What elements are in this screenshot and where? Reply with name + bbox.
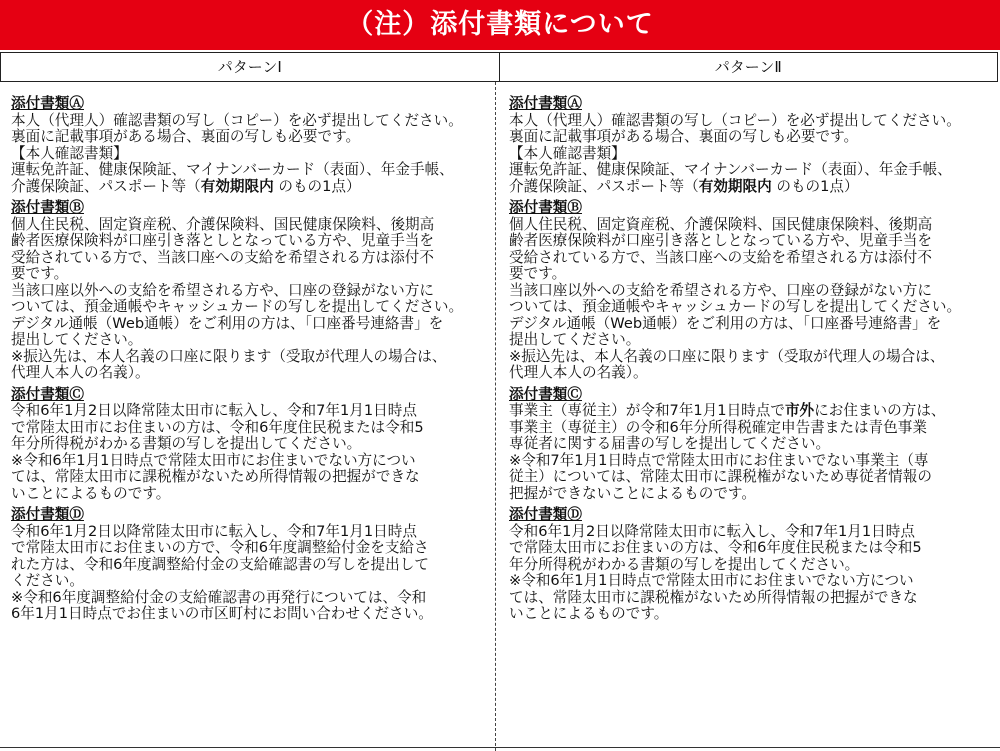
text-line: ては、常陸太田市に課税権がないため所得情報の把握ができな [11, 468, 420, 485]
emphasis-text: 有効期限内 [698, 177, 772, 195]
section-title: 添付書類Ⓓ [11, 506, 84, 523]
text-line: 要です。 [509, 265, 567, 282]
emphasis-text: 有効期限内 [200, 177, 274, 195]
text-line: 代理人本人の名義）。 [509, 364, 648, 381]
text-line: 介護保険証、パスポート等（有効期限内 のもの1点） [11, 177, 361, 195]
text-line: 運転免許証、健康保険証、マイナンバーカード（表面）、年金手帳、 [509, 161, 952, 178]
pattern-2-header: パターンⅡ [714, 58, 782, 76]
page-title: （注）添付書類について [0, 0, 1000, 50]
text-line: で常陸太田市にお住まいの方で、令和6年度調整給付金を支給さ [11, 539, 429, 556]
section-title: 添付書類Ⓐ [11, 95, 84, 112]
text-line: ※令和6年1月1日時点で常陸太田市にお住まいでない方につい [509, 572, 914, 589]
attachment-a-section [11, 96, 486, 195]
text-line: 提出してください。 [509, 331, 641, 348]
text-line: ください。 [11, 572, 84, 589]
text-line: 従主）については、常陸太田市に課税権がないため専従者情報の [509, 468, 932, 485]
text-line: 受給されている方で、当該口座への支給を希望される方は添付不 [509, 248, 932, 266]
section-title: 添付書類Ⓐ [509, 95, 582, 112]
text-line: 裏面に記載事項がある場合、裏面の写しも必要です。 [11, 128, 361, 145]
text-line: ※振込先は、本人名義の口座に限ります（受取が代理人の場合は、 [11, 347, 447, 365]
attachment-c-section [509, 387, 987, 503]
pattern-1-header: パターンⅠ [1, 53, 500, 81]
text-line: 6年1月1日時点でお住まいの市区町村にお問い合わせください。 [11, 605, 433, 622]
text-line: ※振込先は、本人名義の口座に限ります（受取が代理人の場合は、 [509, 347, 945, 365]
text-line: 提出してください。 [11, 331, 143, 348]
text-line: 裏面に記載事項がある場合、裏面の写しも必要です。 [509, 128, 859, 145]
text-line: いことによるものです。 [11, 484, 171, 502]
pattern-1-column [11, 96, 486, 628]
attachment-d-section [509, 507, 987, 623]
section-title: 添付書類Ⓒ [509, 385, 582, 403]
text-line: いことによるものです。 [509, 605, 669, 622]
text-line: れた方は、令和6年度調整給付金の支給確認書の写しを提出して [11, 555, 429, 573]
text-line: 運転免許証、健康保険証、マイナンバーカード（表面）、年金手帳、 [11, 161, 454, 178]
text-line: 令和6年1月2日以降常陸太田市に転入し、令和7年1月1日時点 [11, 402, 417, 419]
text-line: 年分所得税がわかる書類の写しを提出してください。 [509, 555, 860, 573]
text-line: 令和6年1月2日以降常陸太田市に転入し、令和7年1月1日時点 [509, 522, 915, 540]
attachment-d-section [11, 507, 486, 623]
text-line: 事業主（専従主）の令和6年分所得税確定申告書または青色事業 [509, 418, 927, 436]
section-title: 添付書類Ⓑ [509, 199, 582, 216]
attachment-b-section [509, 200, 987, 382]
attachment-c-section [11, 387, 486, 503]
text-line: 【本人確認書類】 [509, 144, 626, 162]
section-title: 添付書類Ⓓ [509, 506, 582, 523]
text-line: 介護保険証、パスポート等（有効期限内 のもの1点） [509, 177, 859, 195]
text-line: ※令和6年度調整給付金の支給確認書の再発行については、令和 [11, 588, 427, 606]
text-line: 齢者医療保険料が口座引き落としとなっている方や、児童手当を [509, 232, 932, 249]
text-line: ※令和6年1月1日時点で常陸太田市にお住まいでない方につい [11, 451, 416, 469]
text-line: ※令和7年1月1日時点で常陸太田市にお住まいでない事業主（専 [509, 451, 929, 469]
emphasis-text: 市外 [784, 402, 815, 419]
pattern-header-row [0, 52, 998, 82]
pattern-2-column [509, 96, 987, 628]
text-line: ついては、預金通帳やキャッシュカードの写しを提出してください。 [509, 298, 962, 315]
text-line: 本人（代理人）確認書類の写し（コピー）を必ず提出してください。 [11, 111, 463, 129]
text-line: 個人住民税、固定資産税、介護保険料、国民健康保険料、後期高 [509, 215, 933, 233]
text-line: 齢者医療保険料が口座引き落としとなっている方や、児童手当を [11, 232, 434, 249]
text-line: で常陸太田市にお住まいの方は、令和6年度住民税または令和5 [11, 418, 424, 436]
text-line: 令和6年1月2日以降常陸太田市に転入し、令和7年1月1日時点 [11, 522, 417, 540]
text-line: デジタル通帳（Web通帳）をご利用の方は、「口座番号連絡書」を [509, 314, 942, 332]
text-line: 受給されている方で、当該口座への支給を希望される方は添付不 [11, 248, 434, 266]
text-line: 把握ができないことによるものです。 [509, 484, 756, 502]
attachment-a-section [509, 96, 987, 195]
text-line: ついては、預金通帳やキャッシュカードの写しを提出してください。 [11, 298, 464, 315]
text-line: 本人（代理人）確認書類の写し（コピー）を必ず提出してください。 [509, 111, 961, 129]
section-title: 添付書類Ⓑ [11, 199, 84, 216]
text-line: 【本人確認書類】 [11, 144, 128, 162]
text-line: ては、常陸太田市に課税権がないため所得情報の把握ができな [509, 588, 918, 606]
text-line: で常陸太田市にお住まいの方は、令和6年度住民税または令和5 [509, 539, 922, 556]
text-line: 当該口座以外への支給を希望される方や、口座の登録がない方に [509, 281, 932, 299]
bottom-border [0, 747, 1000, 748]
text-line: 個人住民税、固定資産税、介護保険料、国民健康保険料、後期高 [11, 215, 435, 233]
text-line: 事業主（専従主）が令和7年1月1日時点で市外にお住まいの方は、 [509, 402, 946, 419]
section-title: 添付書類Ⓒ [11, 385, 84, 403]
text-line: 代理人本人の名義）。 [11, 364, 150, 381]
column-divider [495, 82, 496, 751]
text-line: 年分所得税がわかる書類の写しを提出してください。 [11, 435, 362, 452]
text-line: 要です。 [11, 265, 69, 282]
text-line: 専従者に関する届書の写しを提出してください。 [509, 435, 831, 452]
text-line: 当該口座以外への支給を希望される方や、口座の登録がない方に [11, 281, 434, 299]
attachment-b-section [11, 200, 486, 382]
text-line: デジタル通帳（Web通帳）をご利用の方は、「口座番号連絡書」を [11, 314, 444, 332]
